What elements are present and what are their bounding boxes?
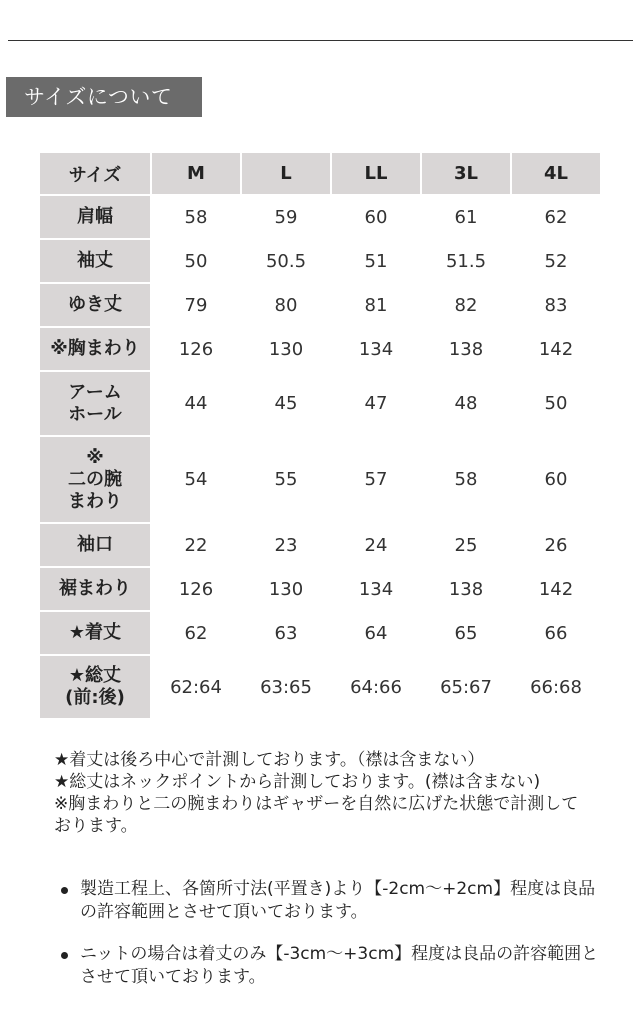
header-size-m: M — [152, 153, 240, 194]
table-row — [40, 437, 600, 522]
table-cell: 47 — [332, 372, 420, 435]
table-cell: 57 — [332, 437, 420, 522]
table-cell: 81 — [332, 284, 420, 326]
table-cell: 51 — [332, 240, 420, 282]
table-cell: 134 — [332, 568, 420, 610]
table-cell: 62 — [512, 196, 600, 238]
note-line: ★総丈はネックポイントから計測しております。(襟は含まない) — [54, 772, 541, 792]
bullet-icon — [61, 887, 68, 894]
table-cell: 62 — [152, 612, 240, 654]
table-cell: 79 — [152, 284, 240, 326]
table-cell: 80 — [242, 284, 330, 326]
table-cell: 82 — [422, 284, 510, 326]
table-cell: 63:65 — [242, 656, 330, 718]
list-item-text: 製造工程上、各箇所寸法(平置き)より【-2cm～+2cm】程度は良品の許容範囲とさせて頂いております。 — [80, 879, 596, 922]
row-label: ※胸まわり — [40, 328, 150, 370]
table-cell: 50 — [152, 240, 240, 282]
row-label-line: 二の腕 — [68, 468, 122, 490]
header-size-4l: 4L — [512, 153, 600, 194]
table-cell: 54 — [152, 437, 240, 522]
measurement-notes — [54, 749, 594, 837]
table-cell: 63 — [242, 612, 330, 654]
table-cell: 130 — [242, 568, 330, 610]
row-label: 袖丈 — [40, 240, 150, 282]
header-size-ll: LL — [332, 153, 420, 194]
list-item — [60, 878, 600, 924]
section-heading: サイズについて — [6, 77, 202, 117]
table-cell: 142 — [512, 328, 600, 370]
table-cell: 58 — [422, 437, 510, 522]
table-cell: 23 — [242, 524, 330, 566]
row-label-line: ホール — [68, 403, 122, 425]
table-row — [40, 372, 600, 435]
table-cell: 60 — [332, 196, 420, 238]
table-header-row — [40, 153, 600, 194]
table-cell: 51.5 — [422, 240, 510, 282]
tolerance-list — [60, 878, 600, 1008]
table-cell: 130 — [242, 328, 330, 370]
bullet-icon — [61, 952, 68, 959]
header-size-l: L — [242, 153, 330, 194]
note-line: ★着丈は後ろ中心で計測しております。（襟は含まない） — [54, 750, 485, 770]
table-row — [40, 196, 600, 238]
table-cell: 126 — [152, 568, 240, 610]
row-label-line: アーム — [68, 381, 122, 403]
table-cell: 26 — [512, 524, 600, 566]
row-label — [40, 656, 150, 718]
top-divider — [8, 40, 633, 41]
row-label: 袖口 — [40, 524, 150, 566]
table-row — [40, 568, 600, 610]
table-cell: 59 — [242, 196, 330, 238]
table-cell: 55 — [242, 437, 330, 522]
table-cell: 25 — [422, 524, 510, 566]
table-cell: 65 — [422, 612, 510, 654]
table-cell: 64 — [332, 612, 420, 654]
row-label-line: ★総丈 — [68, 665, 122, 686]
note-line: ※胸まわりと二の腕まわりはギャザーを自然に広げた状態で計測しております。 — [54, 794, 579, 836]
row-label — [40, 437, 150, 522]
table-cell: 66:68 — [512, 656, 600, 718]
table-row — [40, 284, 600, 326]
table-cell: 62:64 — [152, 656, 240, 718]
table-cell: 52 — [512, 240, 600, 282]
list-item — [60, 943, 600, 989]
table-cell: 45 — [242, 372, 330, 435]
table-cell: 134 — [332, 328, 420, 370]
row-label: 肩幅 — [40, 196, 150, 238]
row-label — [40, 372, 150, 435]
table-cell: 142 — [512, 568, 600, 610]
table-cell: 50.5 — [242, 240, 330, 282]
table-cell: 65:67 — [422, 656, 510, 718]
table-cell: 126 — [152, 328, 240, 370]
row-label: 裾まわり — [40, 568, 150, 610]
table-cell: 22 — [152, 524, 240, 566]
table-row — [40, 524, 600, 566]
table-cell: 58 — [152, 196, 240, 238]
table-row — [40, 656, 600, 718]
size-chart-table — [38, 151, 602, 720]
table-cell: 60 — [512, 437, 600, 522]
row-label-line: ※ — [86, 446, 104, 468]
row-label-line: (前:後) — [65, 687, 125, 708]
table-row — [40, 612, 600, 654]
table-row — [40, 328, 600, 370]
table-cell: 138 — [422, 568, 510, 610]
list-item-text: ニットの場合は着丈のみ【-3cm～+3cm】程度は良品の許容範囲とさせて頂いております。 — [80, 944, 599, 987]
table-cell: 48 — [422, 372, 510, 435]
row-label-line: まわり — [68, 490, 122, 512]
table-cell: 50 — [512, 372, 600, 435]
row-label: ★着丈 — [40, 612, 150, 654]
row-label: ゆき丈 — [40, 284, 150, 326]
table-cell: 83 — [512, 284, 600, 326]
header-size-3l: 3L — [422, 153, 510, 194]
header-size-label: サイズ — [40, 153, 150, 194]
table-cell: 64:66 — [332, 656, 420, 718]
table-cell: 61 — [422, 196, 510, 238]
table-cell: 66 — [512, 612, 600, 654]
table-cell: 24 — [332, 524, 420, 566]
table-cell: 138 — [422, 328, 510, 370]
table-cell: 44 — [152, 372, 240, 435]
table-row — [40, 240, 600, 282]
